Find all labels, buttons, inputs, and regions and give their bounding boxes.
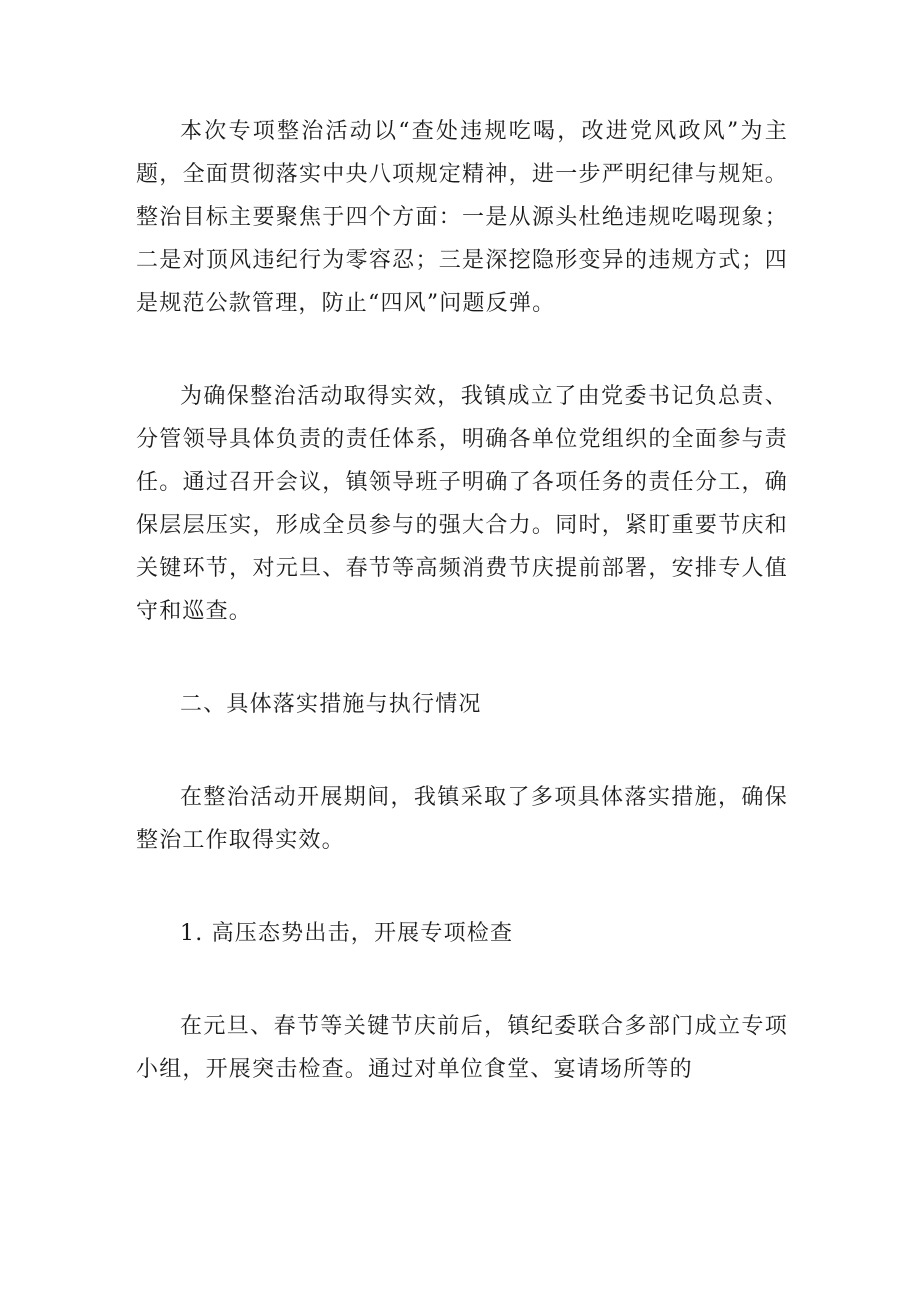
paragraph-spacer (136, 633, 788, 683)
section-heading: 二、具体落实措施与执行情况 (180, 692, 482, 717)
paragraph-spacer (136, 726, 788, 776)
paragraph-theme-goals: 本次专项整治活动以“查处违规吃喝，改进党风政风”为主题，全面贯彻落实中央八项规定精神，进一步严明纪律与规矩。整治目标主要聚焦于四个方面：一是从源头杜绝违规吃喝现象；二是对顶风违纪行为零容忍；三是深挖隐形变异的违规方式；四是规范公款管理，防止“四风”问题反弹。 (136, 119, 788, 316)
paragraph-spacer (136, 955, 788, 1005)
paragraph-spacer (136, 862, 788, 912)
paragraph-responsibility-system: 为确保整治活动取得实效，我镇成立了由党委书记负总责、分管领导具体负责的责任体系，明确各单位党组织的全面参与责任。通过召开会议，镇领导班子明确了各项任务的责任分工，确保层层压实，形成全员参与的强大合力。同时，紧盯重要节庆和关键环节，对元旦、春节等高频消费节庆提前部署，安排专人值守和巡查。 (136, 384, 788, 624)
section-intro-paragraph: 在整治活动开展期间，我镇采取了多项具体落实措施，确保整治工作取得实效。 (136, 785, 788, 853)
paragraph-spacer (136, 325, 788, 375)
subsection-paragraph: 在元旦、春节等关键节庆前后，镇纪委联合多部门成立专项小组，开展突击检查。通过对单位食堂、宴请场所等的 (136, 1014, 788, 1082)
document-body (136, 110, 788, 1091)
subsection-heading: 1. 高压态势出击，开展专项检查 (180, 921, 514, 946)
